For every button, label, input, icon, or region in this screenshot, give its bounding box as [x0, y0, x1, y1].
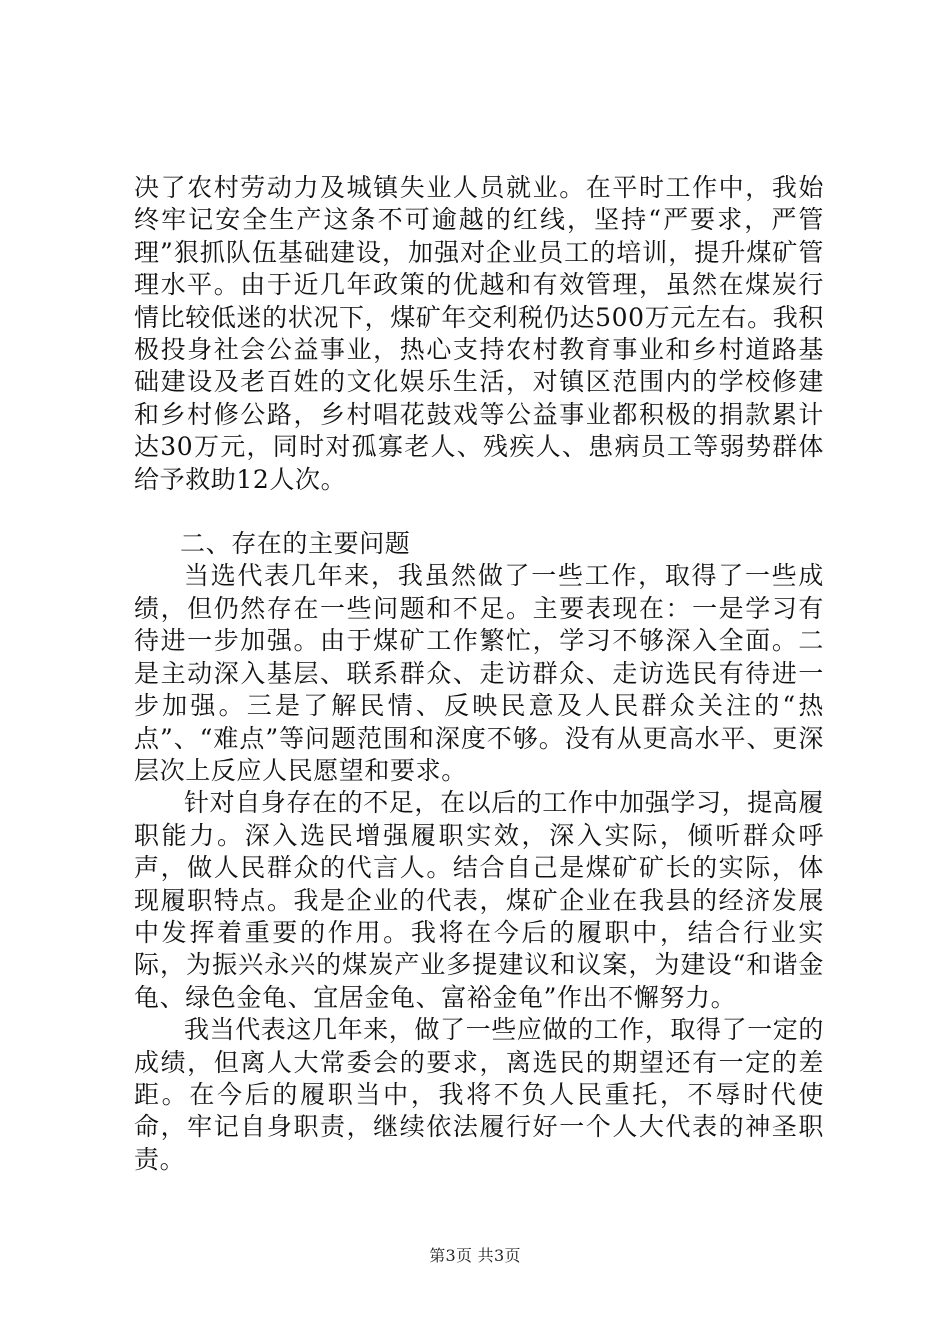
paragraph-spacer — [134, 496, 824, 528]
document-body — [134, 172, 824, 1176]
paragraph-achievements: 决了农村劳动力及城镇失业人员就业。在平时工作中，我始终牢记安全生产这条不可逾越的红线，坚持“严要求，严管理”狠抓队伍基础建设，加强对企业员工的培训，提升煤矿管理水平。由于近几年政策的优越和有效管理，虽然在煤炭行情比较低迷的状况下，煤矿年交利税仍达500万元左右。我积极投身社会公益事业，热心支持农村教育事业和乡村道路基础建设及老百姓的文化娱乐生活，对镇区范围内的学校修建和乡村修公路，乡村唱花鼓戏等公益事业都积极的捐款累计达30万元，同时对孤寡老人、残疾人、患病员工等弱势群体给予救助12人次。 — [134, 173, 824, 494]
page-number-footer: 第3页 共3页 — [429, 1246, 521, 1265]
paragraph-shortcomings: 当选代表几年来，我虽然做了一些工作，取得了一些成绩，但仍然存在一些问题和不足。主要表现在：一是学习有待进一步加强。由于煤矿工作繁忙，学习不够深入全面。二是主动深入基层、联系群众、走访群众、走访选民有待进一步加强。三是了解民情、反映民意及人民群众关注的“热点”、“难点”等问题范围和深度不够。没有从更高水平、更深层次上反应人民愿望和要求。 — [134, 561, 824, 785]
paragraph-improvements: 针对自身存在的不足，在以后的工作中加强学习，提高履职能力。深入选民增强履职实效，深入实际，倾听群众呼声，做人民群众的代言人。结合自己是煤矿矿长的实际，体现履职特点。我是企业的代表，煤矿企业在我县的经济发展中发挥着重要的作用。我将在今后的履职中，结合行业实际，为振兴永兴的煤炭产业多提建议和议案，为建设“和谐金龟、绿色金龟、宜居金龟、富裕金龟”作出不懈努力。 — [134, 788, 825, 1012]
paragraph-conclusion: 我当代表这几年来，做了一些应做的工作，取得了一定的成绩，但离人大常委会的要求，离选民的期望还有一定的差距。在今后的履职当中，我将不负人民重托，不辱时代使命，牢记自身职责，继续依法履行好一个人大代表的神圣职责。 — [134, 1015, 825, 1174]
section-heading-problems: 二、存在的主要问题 — [180, 529, 411, 559]
